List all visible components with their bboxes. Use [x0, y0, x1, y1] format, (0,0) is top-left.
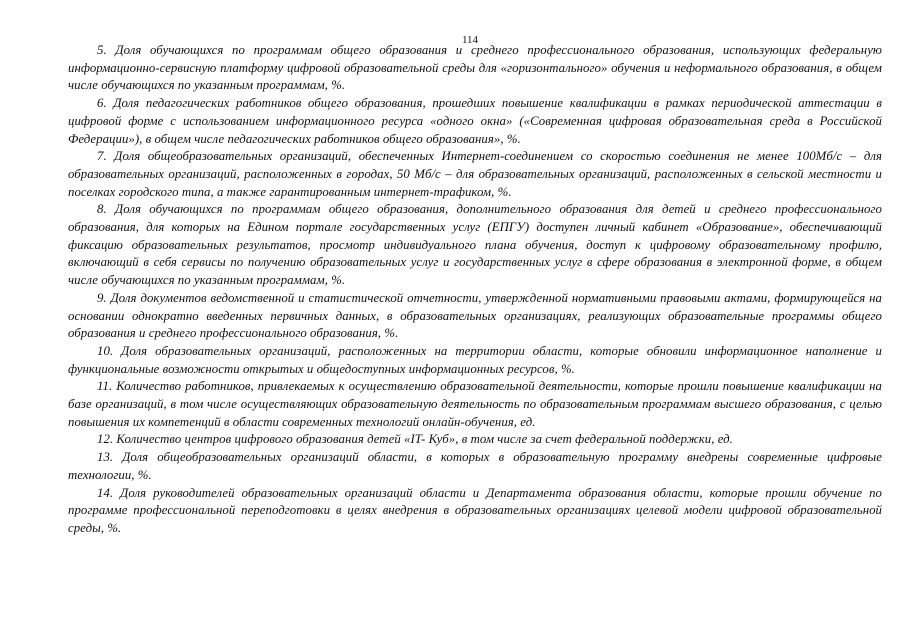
page-number: 114 [461, 34, 479, 46]
paragraph-item-13: 13. Доля общеобразовательных организаций области, в которых в образовательную программу внедрены современные цифровые технологии, %. [68, 450, 882, 482]
paragraph-item-11: 11. Количество работников, привлекаемых к осуществлению образовательной деятельности, которые прошли повышение квалификации на базе организаций, в том числе осуществляющих образовательную деятельность по образовательным программам высшего образования, с целью повышения их компетенций в области современных технологий онлайн-обучения, ед. [68, 379, 882, 429]
document-body [68, 42, 882, 538]
paragraph-item-7: 7. Доля общеобразовательных организаций, обеспеченных Интернет-соединением со скоростью соединения не менее 100Мб/с – для образовательных организаций, расположенных в городах, 50 Мб/с – для образовательных организаций, расположенных в сельской местности и поселках городского типа, а также гарантированным интернет-трафиком, %. [68, 149, 882, 199]
paragraph-item-9: 9. Доля документов ведомственной и статистической отчетности, утвержденной нормативными правовыми актами, формирующейся на основании однократно введенных первичных данных, в образовательных организациях, реализующих образовательные программы общего образования и среднего профессионального образования, %. [68, 290, 882, 341]
paragraph-item-10: 10. Доля образовательных организаций, расположенных на территории области, которые обновили информационное наполнение и функциональные возможности открытых и общедоступных информационных ресурсов, %. [68, 343, 882, 376]
paragraph-item-12: 12. Количество центров цифрового образования детей «IT- Куб», в том числе за счет федеральной поддержки, ед. [97, 432, 733, 447]
paragraph-item-6: 6. Доля педагогических работников общего образования, прошедших повышение квалификации в рамках периодической аттестации в цифровой форме с использованием информационного ресурса «одного окна» («Современная цифровая образовательная среда в Российской Федерации»), в общем числе педагогических работников общего образования», %. [68, 96, 882, 146]
paragraph-item-8: 8. Доля обучающихся по программам общего образования, дополнительного образования для детей и среднего профессионального образования, для которых на Едином портале государственных услуг (ЕПГУ) доступен личный кабинет «Образование», обеспечивающий фиксацию образовательных результатов, просмотр индивидуального плана обучения, доступ к цифровому образовательному профилю, включающий в себя сервисы по получению образовательных услуг и государственных услуг в сфере образования в электронной форме, в общем числе обучающихся по указанным программам, %. [68, 202, 882, 288]
paragraph-item-14: 14. Доля руководителей образовательных организаций области и Департамента образования области, которые прошли обучение по программе профессиональной переподготовки в целях внедрения в образовательных организациях целевой модели цифровой образовательной среды, %. [68, 485, 882, 535]
paragraph-item-5: 5. Доля обучающихся по программам общего образования и среднего профессионального образования, использующих федеральную информационно-сервисную платформу цифровой образовательной среды для «горизонтального» обучения и неформального образования, в общем числе обучающихся по указанным программам, %. [68, 43, 882, 93]
